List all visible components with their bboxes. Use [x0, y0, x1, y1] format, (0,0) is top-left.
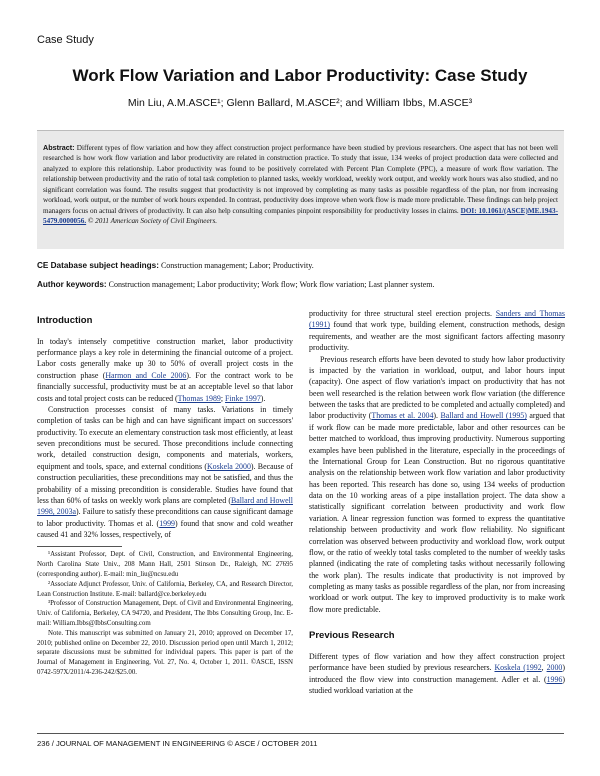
citation-link[interactable]: 2000: [546, 663, 563, 673]
footnote-divider: [37, 546, 122, 547]
previous-research-paragraph: Different types of flow variation and how they affect construction project performance have been studied by previous researchers. Koskela (1992, 2000) introduced the flow view into construction management. Adler et al. (1996) studied workload variation at the: [309, 651, 565, 695]
citation-link[interactable]: Thomas et al. 2004: [371, 411, 434, 421]
copyright: © 2011 American Society of Civil Engineers.: [87, 217, 218, 226]
citation-link[interactable]: Koskela (1992: [494, 663, 542, 673]
abstract-text: [43, 143, 558, 227]
doi-link[interactable]: DOI: 10.1061/(ASCE)ME.1943-5479.0000056.: [43, 206, 558, 226]
abstract-box: [37, 130, 564, 249]
citation-link[interactable]: Harmon and Cole 2006: [105, 370, 187, 380]
citation-link[interactable]: Ballard and Howell 1998, 2003a: [37, 495, 293, 517]
citation-link[interactable]: Sanders and Thomas (1991): [309, 309, 565, 330]
ce-subject-headings: [37, 261, 314, 270]
ce-headings-value: Construction management; Labor; Productivity.: [160, 261, 314, 270]
footnote-2: ²Associate Adjunct Professor, Univ. of California, Berkeley, CA, and Research Director, Lean Construction Institute. E-mail: ballard@ce.berkeley.edu: [37, 580, 293, 598]
author-list: Min Liu, A.M.ASCE¹; Glenn Ballard, M.ASCE²; and William Ibbs, M.ASCE³: [127, 97, 473, 109]
section-tag: Case Study: [37, 34, 94, 46]
body-paragraph-1: productivity for three structural steel erection projects. Sanders and Thomas (1991) found that work type, building element, construction methods, design requirements, and weather are the most significant factors affecting masonry productivity.: [309, 309, 565, 353]
introduction-heading: Introduction: [37, 315, 93, 326]
right-column: [309, 308, 565, 696]
manuscript-note: Note. This manuscript was submitted on January 21, 2010; approved on December 17, 2010; published online on December 22, 2010. Discussion period open until March 1, 2012; separate discussions must be submitted for individual papers. This paper is part of the Journal of Management in Engineering, Vol. 27, No. 4, October 1, 2011. ©ASCE, ISSN 0742-597X/2011/4-236-242/$25.00.: [37, 629, 293, 676]
page-footer: 236 / JOURNAL OF MANAGEMENT IN ENGINEERING © ASCE / OCTOBER 2011: [37, 739, 318, 748]
citation-link[interactable]: Koskela 2000: [206, 461, 251, 471]
intro-paragraph-1: In today's intensely competitive construction market, labor productivity performance plays a key role in determining the financial outcome of a project. Labor costs generally make up 30 to 50% of overall project costs in the construction phase (Harmon and Cole 2006). For the contract work to be financially successful, productivity must be at an acceptable level so that labor costs and total project costs can be reduced (Thomas 1989; Finke 1997).: [37, 336, 294, 403]
citation-link[interactable]: 1996: [546, 674, 563, 684]
footer-divider: [37, 733, 564, 734]
intro-paragraph-2: Construction processes consist of many tasks. Variations in timely completion of tasks can be high and can have significant impact on successors' productivity. To execute an elementary construction task most efficiently, at least seven preconditions must be secured. Those preconditions include connecting work, detailed construction design, components and materials, workers, equipment and tools, space, and external conditions (Koskela 2000). Because of construction peculiarities, these preconditions may not be satisfied, and thus the probability of a missing precondition is considerable. Studies have found that less than 60% of tasks on weekly work plans are completed (Ballard and Howell 1998, 2003a). Failure to satisfy these preconditions can cause significant damage to labor productivity. Thomas et al. (1999) found that snow and cold weather caused 41 and 32% losses, respectively, of: [37, 404, 293, 540]
footnote-3: ³Professor of Construction Management, Dept. of Civil and Environmental Engineering, Univ. of California, Berkeley, CA 94720, and President, The Ibbs Consulting Group, Inc. E-mail: William.Ibbs@IbbsConsulting.com: [37, 600, 293, 627]
author-keywords-value: Construction management; Labor productivity; Work flow; Work flow variation; Last planner system.: [108, 280, 435, 289]
citation-link[interactable]: Finke 1997: [225, 393, 261, 403]
citation-link[interactable]: 1999: [159, 518, 175, 528]
body-paragraph-2: Previous research efforts have been devoted to study how labor productivity is impacted by the variation in workload, output, and labor hours input (capacity). One aspect of flow variation's impact on productivity that has not been well researched is the relation between work flow variation (the difference between the tasks that are predicted to be completed and actually completed) and labor productivity (Thomas et al. 2004). Ballard and Howell (1995) argued that if work flow can be made more predictable, labor and other resources can be better matched to workload, thus improving productivity. Numerous supporting examples have been published in the literature, especially in the proceedings of the International Group for Lean Construction. But no rigorous quantitative analysis on the relationship between work flow variation and labor productivity has been reported. This research has done so, using 134 weeks of production data on the 10 working areas of a pipe installation project. The data show a statistically significant correlation between productivity and work flow variation. A linear regression function was formed to express the quantitative relationship between productivity and work flow reliability. No significant correlation was observed between productivity and workload flow, work output flow, or the ratio of weekly total tasks completed to the number of weekly tasks planned (indicating the rate of completing tasks without necessarily following the work plan). The results indicate that productivity is not improved by completing as many tasks as possible regardless of the plan, nor from increasing workload or work output. The key to improved productivity is to make work flow more predictable.: [309, 354, 565, 614]
abstract-label: Abstract:: [43, 143, 75, 152]
author-keywords: [37, 280, 435, 289]
citation-link[interactable]: Ballard and Howell (1995): [440, 411, 527, 421]
ce-headings-label: CE Database subject headings:: [37, 261, 159, 270]
paper-title: Work Flow Variation and Labor Productivity: Case Study: [72, 66, 528, 85]
previous-research-heading: Previous Research: [309, 630, 395, 642]
abstract-body: Different types of flow variation and how they affect construction project performance have been studied by previous researchers. One aspect that has not been well researched is how work flow variation and labor productivity are related in construction practice. To study that issue, 134 weeks of project production data were collected and analyzed to explore this relationship. Labor productivity was found to be positively correlated with Percent Plan Complete (PPC), a measure of work flow variation. The relationship between productivity and the ratio of total task completion to planned tasks, weekly workload, weekly work output, and weekly work hours was also studied, and no significant correlation was found. The results suggest that productivity is not improved by completing as many tasks as possible regardless of the plan, nor from increasing workload, work output, or the number of work hours expended. In contrast, productivity does improve when work flow is made more predictable. These findings can help project managers focus on actual drivers of productivity. It can also help consulting companies pinpoint responsibility for productivity losses in claims.: [43, 144, 558, 215]
footnote-1: ¹Assistant Professor, Dept. of Civil, Construction, and Environmental Engineering, North Carolina State Univ., 208 Mann Hall, 2501 Stinson Dr., Raleigh, NC 27695 (corresponding author). E-mail: min_liu@ncsu.edu: [37, 551, 293, 579]
author-keywords-label: Author keywords:: [37, 280, 107, 289]
citation-link[interactable]: Thomas 1989: [177, 393, 221, 403]
left-column: [37, 308, 293, 678]
